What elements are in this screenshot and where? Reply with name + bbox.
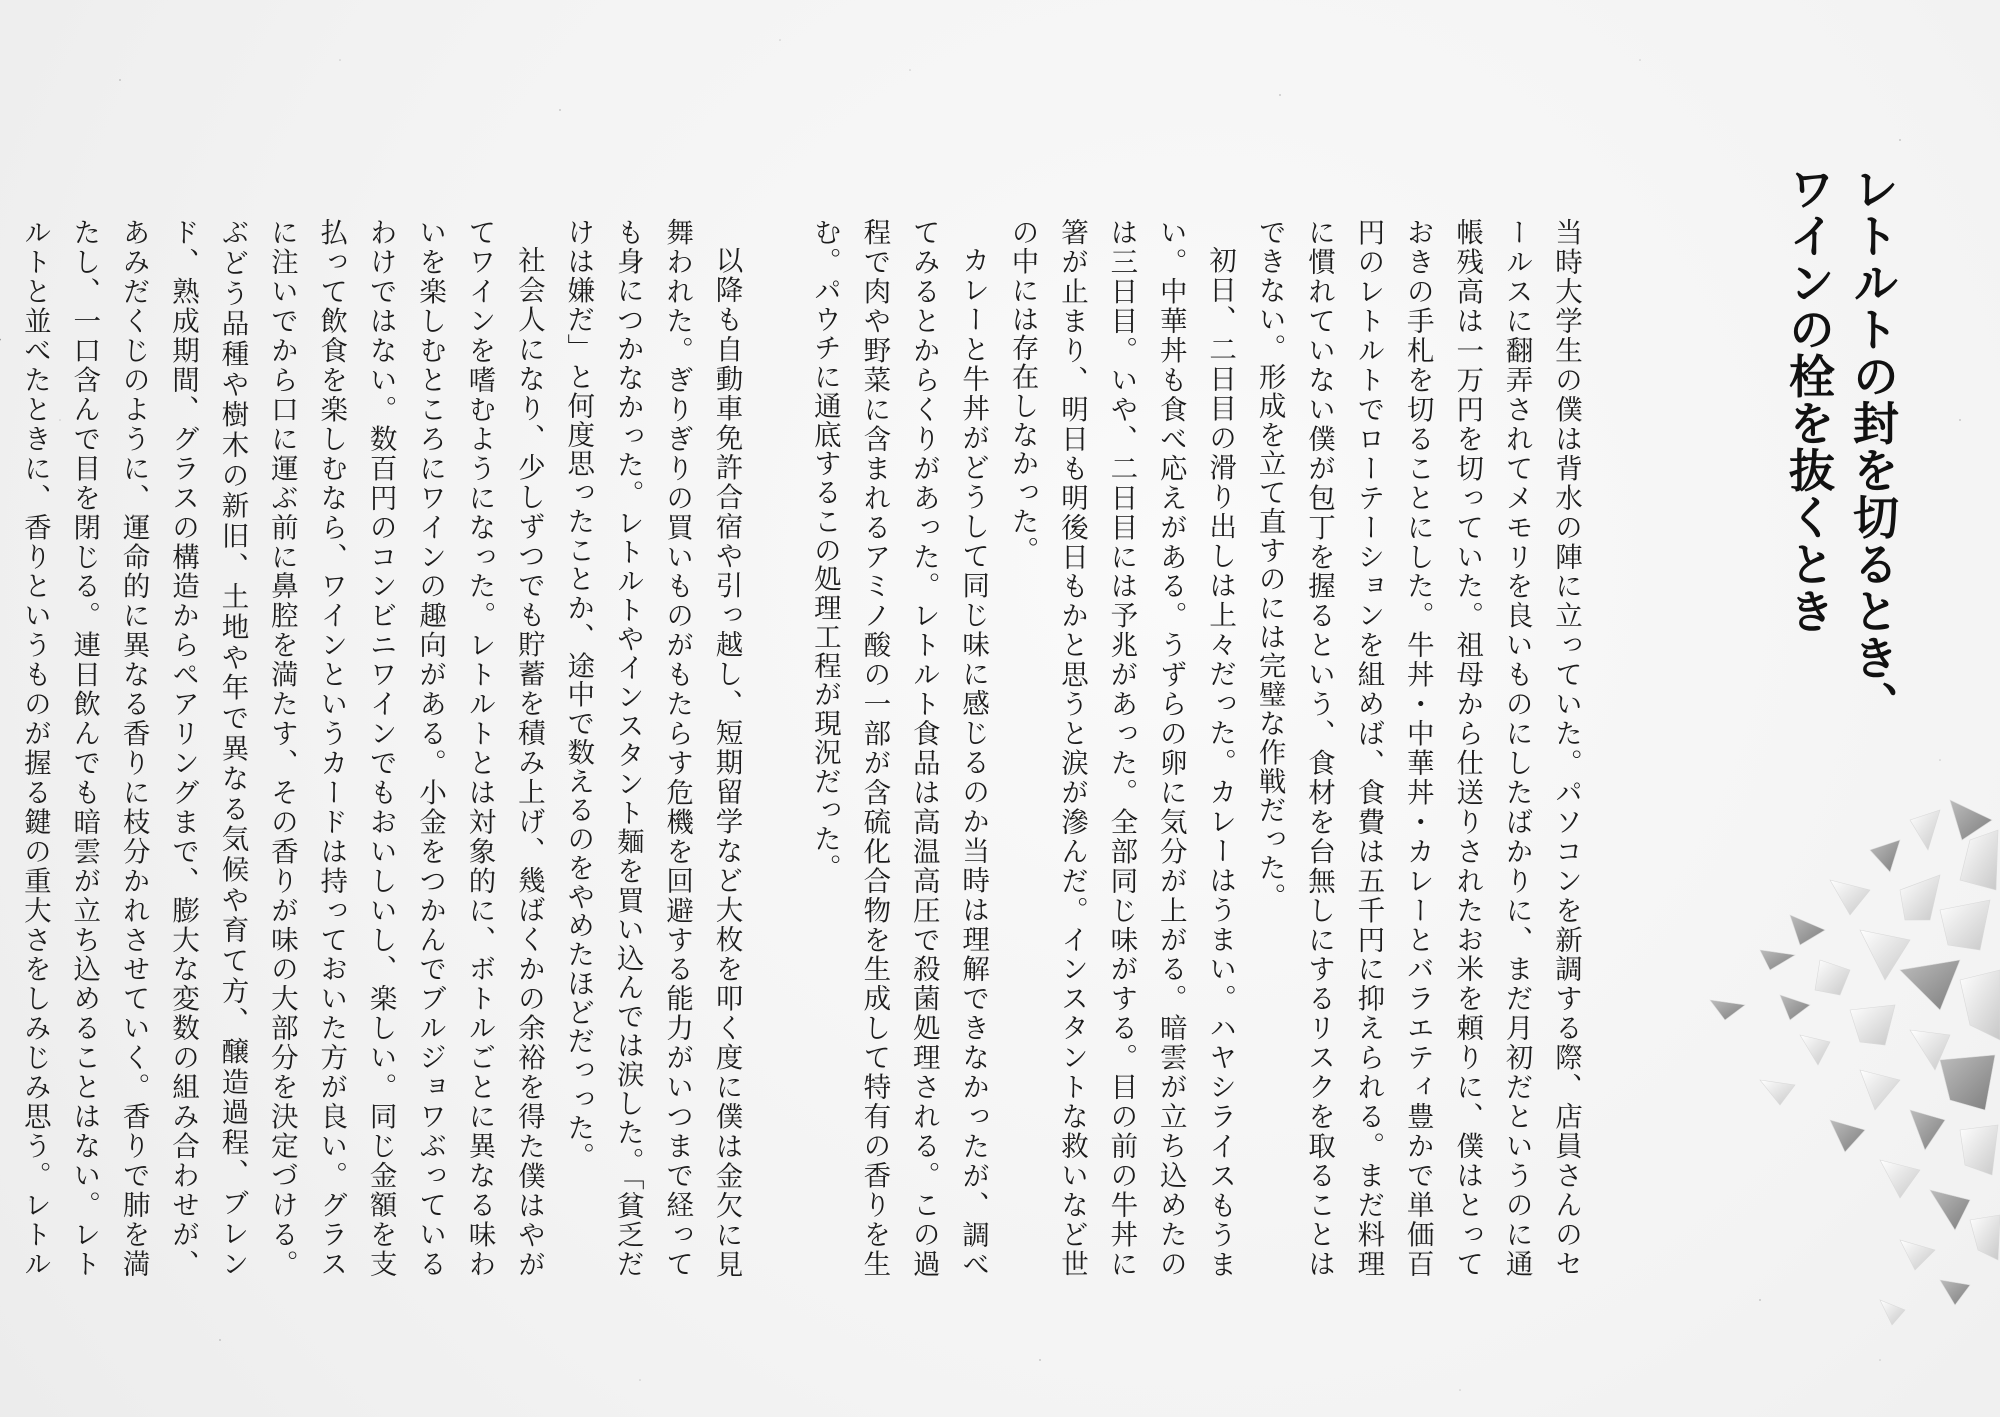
paragraph-2: 初日、二日目の滑り出しは上々だった。カレーはうまい。ハヤシライスもうまい。中華丼も食べ応えがある。うずらの卵に気分が上がる。暗雲が立ち込めたのは三日目。いや、二日目には予兆があった。全部同じ味がする。目の前の牛丼に箸が止まり、明日も明後日もかと思うと涙が滲んだ。インスタントな救いなど世の中には存在しなかった。: [1006, 218, 1237, 1278]
article-title-line-2: ワインの栓を抜くとき: [1782, 165, 1836, 635]
paragraph-1: 当時大学生の僕は背水の陣に立っていた。パソコンを新調する際、店員さんのセールスに翻弄されてメモリを良いものにしたばかりに、まだ月初だというのに通帳残高は一万円を切っていた。祖母から仕送りされたお米を頼りに、僕はとっておきの手札を切ることにした。牛丼・中華丼・カレーとバラエティ豊かで単価百円のレトルトでローテーションを組めば、食費は五千円に抑えられる。まだ料理に慣れていない僕が包丁を握るという、食材を台無しにするリスクを取ることはできない。形成を立て直すのには完璧な作戦だった。: [1253, 218, 1582, 1278]
article-title: [1777, 165, 1905, 885]
paragraph-5: 社会人になり、少しずつでも貯蓄を積み上げ、幾ばくかの余裕を得た僕はやがてワインを嗜むようになった。レトルトとは対象的に、ボトルごとに異なる味わいを楽しむところにワインの趣向がある。小金をつかんでブルジョワぶっているわけではない。数百円のコンビニワインでもおいしいし、楽しい。同じ金額を支払って飲食を楽しむなら、ワインというカードは持っておいた方が良い。グラスに注いでから口に運ぶ前に鼻腔を満たす、その香りが味の大部分を決定づける。ぶどう品種や樹木の新旧、土地や年で異なる気候や育て方、醸造過程、ブレンド、熟成期間、グラスの構造からペアリングまで、膨大な変数の組み合わせが、あみだくじのように、運命的に異なる香りに枝分かれさせていく。香りで肺を満たし、一口含んで目を閉じる。連日飲んでも暗雲が立ち込めることはない。レトルトと並べたときに、香りというものが握る鍵の重大さをしみじみ思う。レトル: [18, 218, 545, 1279]
article-title-line-1: レトルトの封を切るとき、: [1846, 165, 1900, 729]
paragraph-3: カレーと牛丼がどうして同じ味に感じるのか当時は理解できなかったが、調べてみるとからくりがあった。レトルト食品は高温高圧で殺菌処理される。この過程で肉や野菜に含まれるアミノ酸の一部が含硫化合物を生成して特有の香りを生む。パウチに通底するこの処理工程が現況だった。: [808, 218, 990, 1278]
paragraph-4: 以降も自動車免許合宿や引っ越し、短期留学など大枚を叩く度に僕は金欠に見舞われた。ぎりぎりの買いものがもたらす危機を回避する能力がいつまで経っても身につかなかった。レトルトやインスタント麺を買い込んでは涙した。「貧乏だけは嫌だ」と何度思ったことか、途中で数えるのをやめたほどだっった。: [562, 218, 743, 1278]
article-body: [18, 218, 1590, 1279]
